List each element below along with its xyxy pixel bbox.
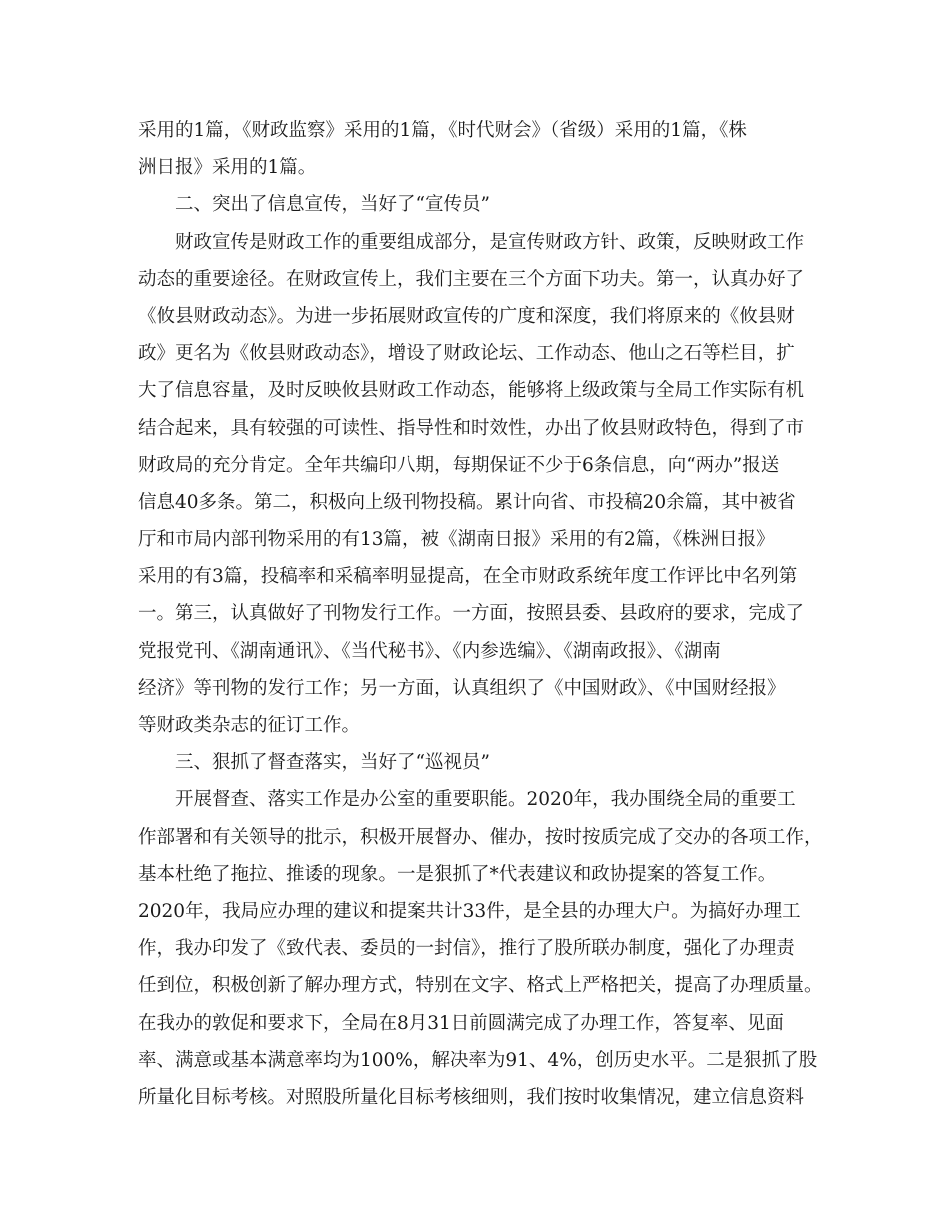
text-line: 采用的1篇，《财政监察》采用的1篇，《时代财会》（省级）采用的1篇，《株 xyxy=(138,120,747,141)
text-line: 财政局的充分肯定。全年共编印八期，每期保证不少于6条信息，向“两办”报送 xyxy=(138,454,780,476)
text-line: 动态的重要途径。在财政宣传上，我们主要在三个方面下功夫。第一，认真办好了 xyxy=(138,268,805,290)
text-line: 洲日报》采用的1篇。 xyxy=(138,157,317,179)
text-line: 作，我办印发了《致代表、委员的一封信》，推行了股所联办制度，强化了办理责 xyxy=(138,938,795,960)
text-line: 经济》等刊物的发行工作；另一方面，认真组织了《中国财政》、《中国财经报》 xyxy=(138,677,786,699)
text-line: 作部署和有关领导的批示，积极开展督办、催办，按时按质完成了交办的各项工作， xyxy=(138,826,823,848)
text-line: 一。第三，认真做好了刊物发行工作。一方面，按照县委、县政府的要求，完成了 xyxy=(138,603,805,625)
text-line: 采用的有3篇，投稿率和采稿率明显提高，在全市财政系统年度工作评比中名列第 xyxy=(138,566,798,588)
text-line: 结合起来，具有较强的可读性、指导性和时效性，办出了攸县财政特色，得到了市 xyxy=(138,417,805,439)
text-line: 大了信息容量，及时反映攸县财政工作动态，能够将上级政策与全局工作实际有机 xyxy=(138,380,805,402)
document-body xyxy=(138,112,823,1116)
text-line: 政》更名为《攸县财政动态》，增设了财政论坛、工作动态、他山之石等栏目，扩 xyxy=(138,343,795,365)
paragraph-first-line: 二、突出了信息宣传，当好了“宣传员” xyxy=(175,194,490,216)
paragraph-first-line: 开展督查、落实工作是办公室的重要职能。2020年，我办围绕全局的重要工 xyxy=(175,789,796,811)
text-line: 2020年，我局应办理的建议和提案共计33件，是全县的办理大户。为搞好办理工 xyxy=(138,900,801,922)
text-line: 任到位，积极创新了解办理方式，特别在文字、格式上严格把关，提高了办理质量。 xyxy=(138,975,823,997)
text-line: 党报党刊、《湖南通讯》、《当代秘书》、《内参选编》、《湖南政报》、《湖南 xyxy=(138,640,721,662)
text-line: 厅和市局内部刊物采用的有13篇，被《湖南日报》采用的有2篇，《株洲日报》 xyxy=(138,529,775,551)
text-line: 基本杜绝了拖拉、推诿的现象。一是狠抓了*代表建议和政协提案的答复工作。 xyxy=(138,863,777,885)
text-line: 信息40多条。第二，积极向上级刊物投稿。累计向省、市投稿20余篇，其中被省 xyxy=(138,491,796,513)
paragraph-first-line: 三、狠抓了督查落实，当好了“巡视员” xyxy=(175,752,490,774)
paragraph-first-line: 财政宣传是财政工作的重要组成部分，是宣传财政方针、政策，反映财政工作 xyxy=(175,231,805,253)
text-line: 等财政类杂志的征订工作。 xyxy=(138,715,361,736)
text-line: 《攸县财政动态》。为进一步拓展财政宣传的广度和深度，我们将原来的《攸县财 xyxy=(138,305,795,327)
text-line: 在我办的敦促和要求下，全局在8月31日前圆满完成了办理工作，答复率、见面 xyxy=(138,1012,784,1034)
text-line: 所量化目标考核。对照股所量化目标考核细则，我们按时收集情况，建立信息资料 xyxy=(138,1086,805,1108)
text-line: 率、满意或基本满意率均为100%，解决率为91、4%，创历史水平。二是狠抓了股 xyxy=(138,1049,818,1071)
